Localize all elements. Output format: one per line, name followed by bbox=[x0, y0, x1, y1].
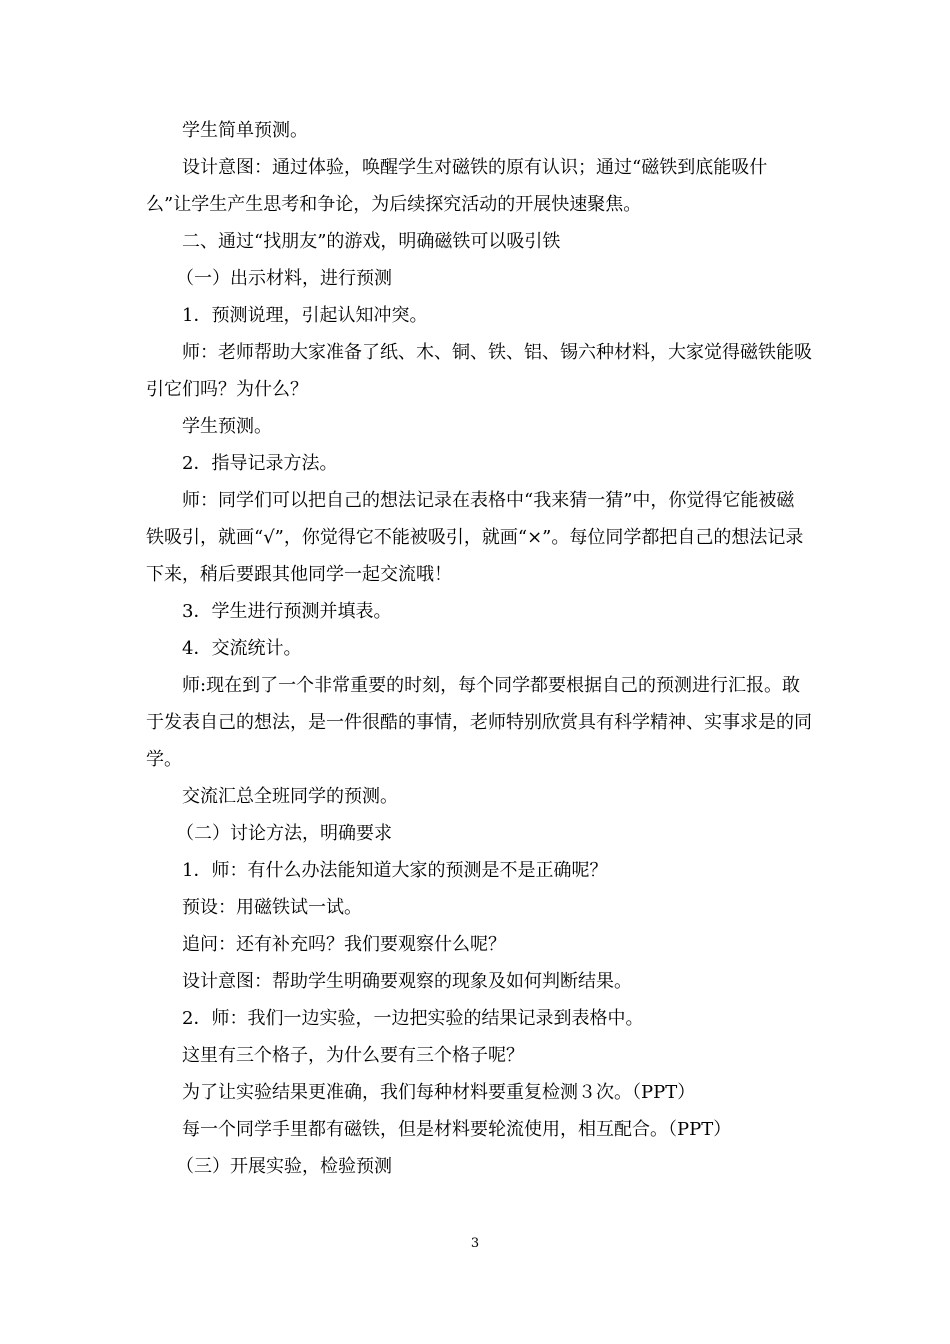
paragraph: 2．师：我们一边实验，一边把实验的结果记录到表格中。 bbox=[182, 1008, 644, 1029]
paragraph: 追问：还有补充吗？我们要观察什么呢？ bbox=[182, 934, 506, 955]
paragraph: 每一个同学手里都有磁铁，但是材料要轮流使用，相互配合。（PPT） bbox=[182, 1119, 732, 1140]
paragraph: 为了让实验结果更准确，我们每种材料要重复检测３次。（PPT） bbox=[182, 1082, 696, 1103]
paragraph: 设计意图：通过体验，唤醒学生对磁铁的原有认识；通过“磁铁到底能吸什么”让学生产生思考和争论，为后续探究活动的开展快速聚焦。 bbox=[146, 157, 768, 215]
subsection-heading: （二）讨论方法，明确要求 bbox=[176, 823, 392, 844]
document-body bbox=[146, 112, 812, 1185]
paragraph: 预设：用磁铁试一试。 bbox=[182, 897, 362, 918]
paragraph: 交流汇总全班同学的预测。 bbox=[182, 786, 398, 807]
section-heading: 二、通过“找朋友”的游戏，明确磁铁可以吸引铁 bbox=[182, 231, 561, 252]
paragraph: 学生简单预测。 bbox=[182, 120, 308, 141]
page-number: 3 bbox=[470, 1236, 480, 1251]
paragraph: 2．指导记录方法。 bbox=[182, 453, 338, 474]
paragraph: 1．预测说理，引起认知冲突。 bbox=[182, 305, 428, 326]
subsection-heading: （一）出示材料，进行预测 bbox=[176, 268, 392, 289]
paragraph: 师:现在到了一个非常重要的时刻，每个同学都要根据自己的预测进行汇报。敢于发表自己的想法，是一件很酷的事情，老师特别欣赏具有科学精神、实事求是的同学。 bbox=[146, 675, 812, 770]
subsection-heading: （三）开展实验，检验预测 bbox=[176, 1156, 392, 1177]
paragraph: 这里有三个格子，为什么要有三个格子呢？ bbox=[182, 1045, 524, 1066]
paragraph: 1．师：有什么办法能知道大家的预测是不是正确呢？ bbox=[182, 860, 608, 881]
paragraph: 4．交流统计。 bbox=[182, 638, 302, 659]
paragraph: 师：同学们可以把自己的想法记录在表格中“我来猜一猜”中，你觉得它能被磁铁吸引，就画“√”，你觉得它不能被吸引，就画“×”。每位同学都把自己的想法记录下来，稍后要跟其他同学一起交流哦！ bbox=[146, 490, 804, 585]
paragraph: 师：老师帮助大家准备了纸、木、铜、铁、铝、锡六种材料，大家觉得磁铁能吸引它们吗？为什么？ bbox=[146, 342, 812, 400]
paragraph: 设计意图：帮助学生明确要观察的现象及如何判断结果。 bbox=[182, 971, 632, 992]
paragraph: 学生预测。 bbox=[182, 416, 272, 437]
paragraph: 3．学生进行预测并填表。 bbox=[182, 601, 392, 622]
